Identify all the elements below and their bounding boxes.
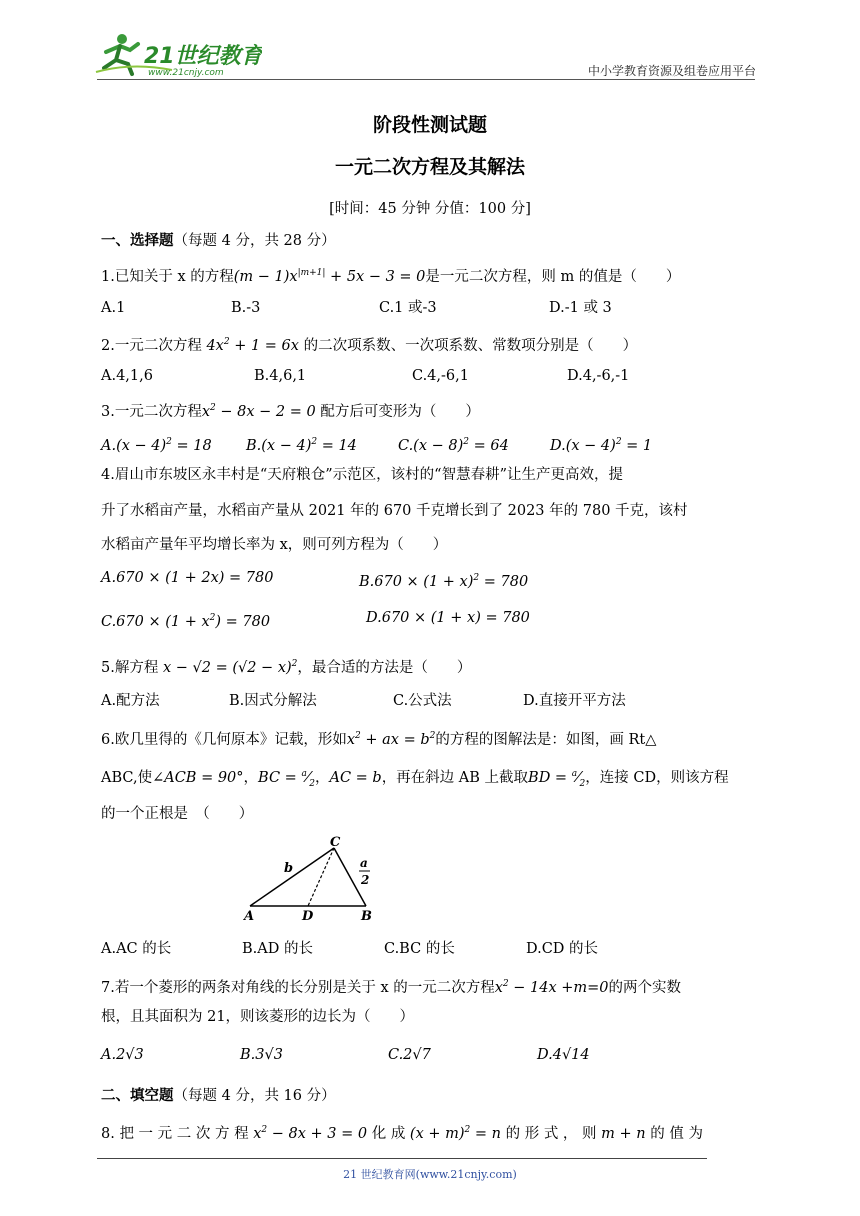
side-b: b — [284, 861, 294, 876]
q1-option-b[interactable]: B.-3 — [231, 300, 261, 316]
question-6-line-3: 的一个正根是 （ ） — [101, 806, 254, 822]
q5-stem: 5.解方程 — [101, 659, 159, 676]
header-platform-text: 中小学教育资源及组卷应用平台 — [587, 64, 756, 78]
question-7-line-2: 根，且其面积为 21，则该菱形的边长为（ ） — [101, 1009, 415, 1025]
q6-option-d[interactable]: D.CD 的长 — [526, 941, 599, 957]
q6-option-a[interactable]: A.AC 的长 — [101, 941, 172, 957]
q2-option-d[interactable]: D.4,-6,-1 — [567, 368, 630, 384]
side-a: a — [360, 856, 368, 870]
q7-option-a[interactable]: A.2√3 — [101, 1047, 144, 1063]
question-4-line-1: 4.眉山市东坡区永丰村是“天府粮仓”示范区，该村的“智慧春耕”让生产更高效，提 — [101, 467, 623, 483]
q7-equation: $x^2 - 14x +m=0$ — [494, 979, 609, 996]
question-4-line-2: 升了水稻亩产量，水稻亩产量从 2021 年的 670 千克增长到了 2023 年的 780 千克，该村 — [101, 503, 688, 519]
q7-option-c[interactable]: C.2√7 — [388, 1047, 431, 1063]
q4-options-row-1 — [101, 568, 761, 590]
q5-option-c[interactable]: C.公式法 — [393, 693, 452, 709]
q6-options — [101, 939, 761, 959]
section-2-heading — [101, 1086, 336, 1106]
q6-option-b[interactable]: B.AD 的长 — [242, 941, 313, 957]
question-1 — [101, 263, 680, 287]
q3-option-b[interactable]: $B.(x - 4)^2 = 14$ — [246, 437, 357, 454]
q1-options — [101, 298, 761, 318]
q3-stem: 3.一元二次方程 — [101, 403, 202, 420]
section-2-note: （每题 4 分，共 16 分） — [173, 1088, 336, 1104]
q7-options — [101, 1045, 761, 1067]
q2-option-a[interactable]: A.4,1,6 — [101, 368, 153, 384]
q6-stem-2: 的方程的图解法是：如图，画 Rt△ — [435, 731, 657, 748]
footer-divider — [97, 1158, 707, 1159]
q2-option-b[interactable]: B.4,6,1 — [254, 368, 307, 384]
side-two: 2 — [361, 873, 370, 887]
section-1-heading — [101, 231, 336, 251]
section-1-note: （每题 4 分，共 28 分） — [173, 233, 336, 249]
q7-stem: 7.若一个菱形的两条对角线的长分别是关于 x 的一元二次方程 — [101, 979, 495, 996]
question-6-line-1 — [101, 726, 656, 750]
q8-stem: 8. 把 一 元 二 次 方 程 — [101, 1125, 249, 1142]
q5-option-b[interactable]: B.因式分解法 — [229, 693, 317, 709]
question-5 — [101, 654, 471, 678]
label-d: D — [302, 909, 314, 922]
q4-option-d[interactable]: D.670 × (1 + x) = 780 — [366, 610, 530, 626]
page-title: 阶段性测试题 — [372, 114, 487, 136]
logo-graphic — [92, 30, 262, 82]
exam-info: [时间：45 分钟 分值：100 分] — [329, 201, 531, 217]
page-subtitle: 一元二次方程及其解法 — [334, 156, 525, 178]
q3-options — [101, 432, 761, 454]
q1-stem: 1.已知关于 x 的方程 — [101, 268, 234, 285]
q5-ask: ，最合适的方法是（ ） — [297, 659, 472, 676]
q1-ask: 是一元二次方程，则 m 的值是（ ） — [425, 268, 681, 285]
logo-text: 21世纪教育 — [144, 44, 262, 69]
q4-option-b[interactable]: $B.670 \times (1 + x)^2 = 780$ — [359, 573, 529, 590]
q6-stem-1: 6.欧几里得的《几何原本》记载，形如 — [101, 731, 347, 748]
q5-option-a[interactable]: A.配方法 — [101, 693, 160, 709]
q2-options — [101, 366, 761, 386]
q6-triangle-figure — [240, 832, 380, 922]
q1-option-c[interactable]: C.1 或-3 — [379, 300, 437, 316]
q5-options — [101, 691, 761, 711]
q2-option-c[interactable]: C.4,-6,1 — [412, 368, 469, 384]
question-3 — [101, 398, 480, 422]
label-c: C — [330, 835, 341, 850]
question-7-line-1: 7.若一个菱形的两条对角线的长分别是关于 x 的一元二次方程$x^2 - 14x +m=0$的两个实数 — [101, 979, 682, 996]
q6-stem-3: ABC,使 — [101, 769, 153, 786]
header-divider — [97, 79, 755, 80]
question-8: 8. 把 一 元 二 次 方 程 $x^2 - 8x + 3 = 0$ 化 成 $(x + m)^2 = n$ 的 形 式 ， 则 m + n 的 值 为 — [101, 1125, 703, 1142]
section-1-label: 一、选择题 — [101, 232, 174, 249]
question-2 — [101, 332, 637, 356]
q7-option-d[interactable]: D.4√14 — [537, 1047, 590, 1063]
section-2-label: 二、填空题 — [101, 1087, 174, 1104]
q3-option-c[interactable]: $C.(x - 8)^2 = 64$ — [398, 437, 509, 454]
q4-option-a[interactable]: A.670 × (1 + 2x) = 780 — [101, 570, 274, 586]
q2-stem: 2.一元二次方程 — [101, 337, 202, 354]
logo-url: www.21cnjy.com — [148, 68, 224, 78]
footer-text[interactable]: 21 世纪教育网(www.21cnjy.com) — [343, 1168, 517, 1181]
question-4-line-3: 水稻亩产量年平均增长率为 x，则可列方程为（ ） — [101, 537, 448, 553]
q3-equation: $x^2 - 8x - 2 = 0$ — [201, 403, 321, 420]
q2-ask: 的二次项系数、一次项系数、常数项分别是（ ） — [303, 337, 638, 354]
q3-option-a[interactable]: $A.(x - 4)^2 = 18$ — [101, 437, 212, 454]
q1-option-d[interactable]: D.-1 或 3 — [549, 300, 612, 316]
q3-option-d[interactable]: $D.(x - 4)^2 = 1$ — [550, 437, 653, 454]
label-b: B — [361, 909, 372, 922]
q5-option-d[interactable]: D.直接开平方法 — [523, 693, 626, 709]
site-logo — [92, 30, 262, 82]
q6-equation: $x^2$ + ax = $b^2$ — [346, 731, 436, 748]
q4-options-row-2 — [101, 608, 761, 630]
q5-equation: $x - √2 = (√2 - x)^2$ — [158, 659, 298, 676]
q7-option-b[interactable]: B.3√3 — [240, 1047, 283, 1063]
q3-ask: 配方后可变形为（ ） — [320, 403, 480, 420]
q1-equation: $(m - 1)x^{|m+1|} + 5x - 3 = 0$ — [233, 268, 426, 285]
q2-equation: $4x^2 + 1 = 6x$ — [201, 337, 304, 354]
q1-option-a[interactable]: A.1 — [101, 300, 126, 316]
question-6-line-2: ABC,使∠ACB = 90°，BC = $^a⁄_2$，AC = b，再在斜边 AB 上截取BD = $^a⁄_2$，连接 CD，则该方程 — [101, 769, 729, 789]
q4-option-c[interactable]: $C.670 \times (1 + x^2) = 780$ — [101, 613, 271, 630]
label-a: A — [244, 909, 255, 922]
q6-option-c[interactable]: C.BC 的长 — [384, 941, 455, 957]
